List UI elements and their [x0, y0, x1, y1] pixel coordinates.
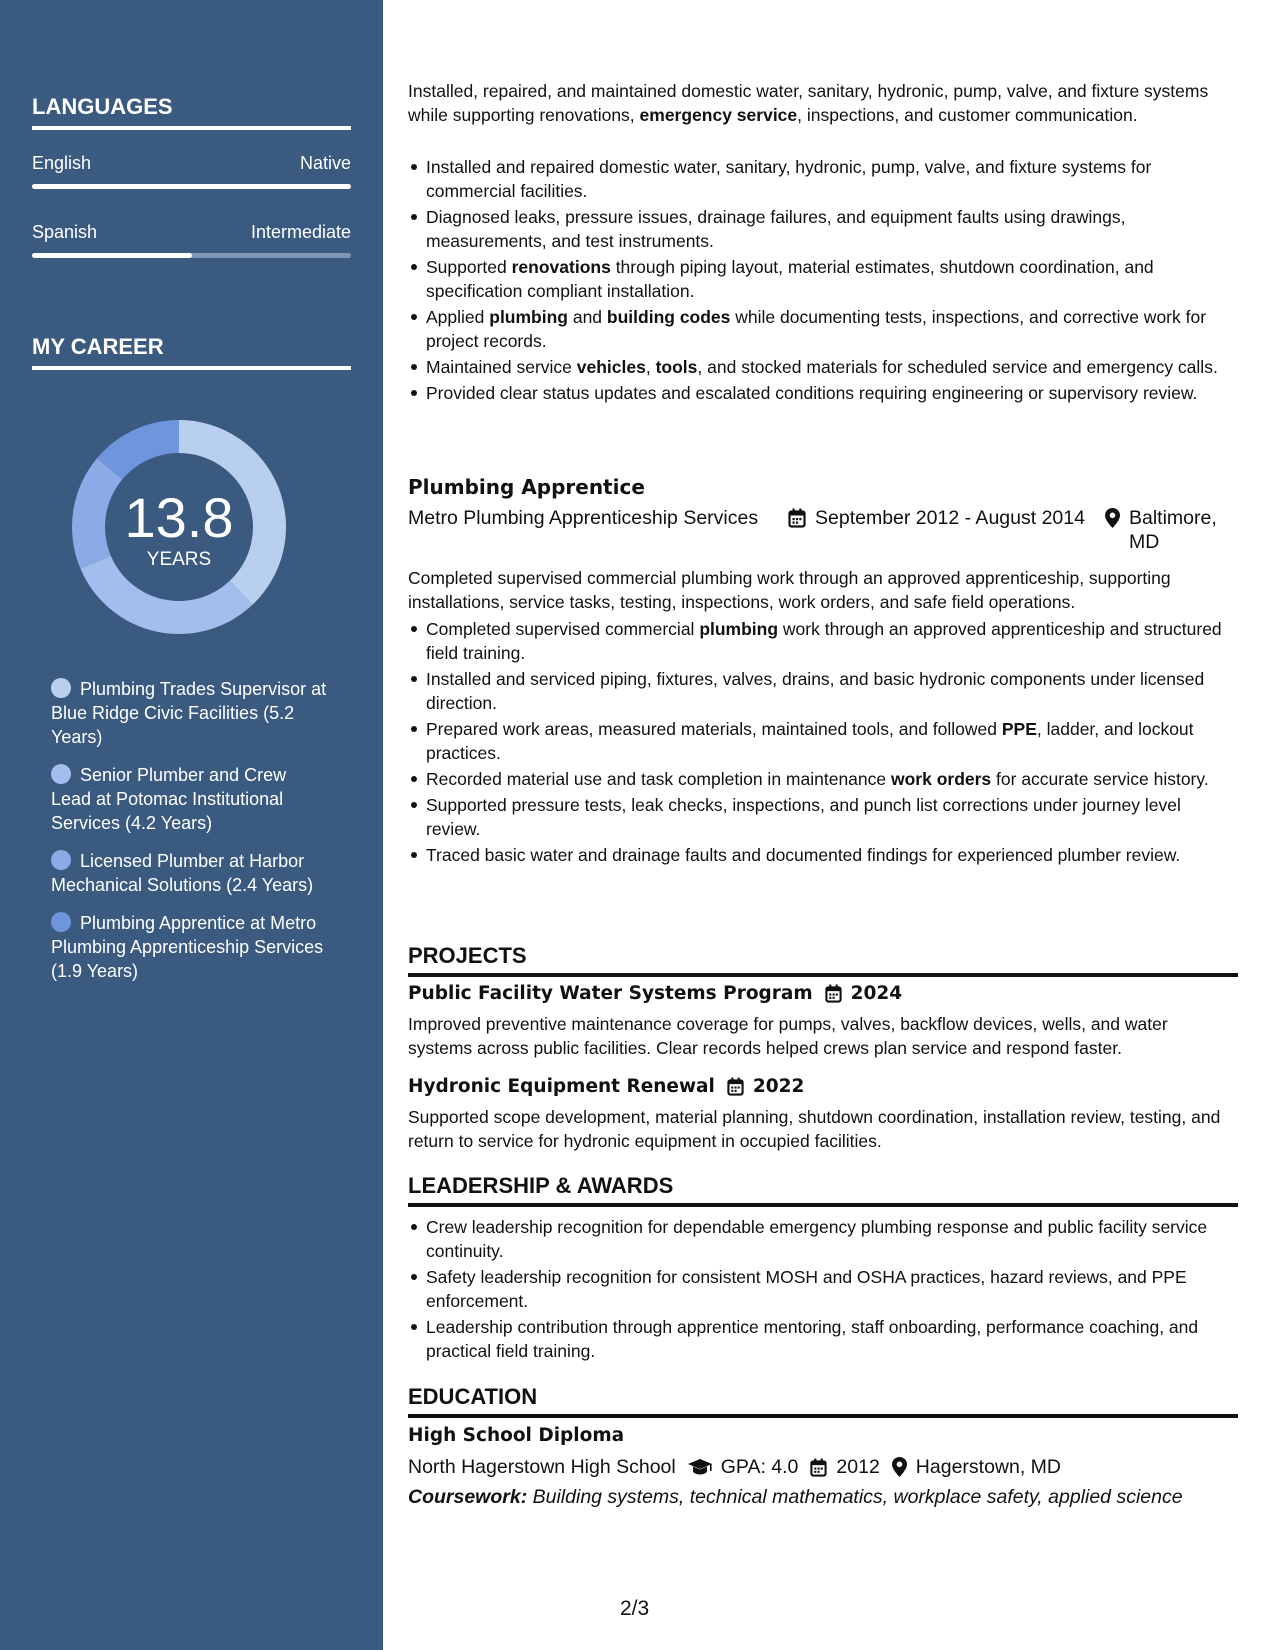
job-location: Baltimore, MD	[1105, 506, 1235, 554]
job-bullet: Completed supervised commercial plumbing work through an approved apprenticeship and structured field training.	[408, 617, 1238, 665]
graduation-year: 2012	[836, 1456, 880, 1478]
location-pin-icon	[1105, 508, 1120, 528]
calendar-icon	[727, 1077, 744, 1096]
job-bullets	[408, 615, 1238, 867]
job-summary: Installed, repaired, and maintained domestic water, sanitary, hydronic, pump, valve, and fixture systems while supporting renovations, emergency service, inspections, and customer communication.	[408, 81, 1209, 125]
career-total-years: 13.8	[124, 486, 234, 549]
gpa: GPA: 4.0	[720, 1456, 799, 1478]
job-bullet: Applied plumbing and building codes while documenting tests, inspections, and corrective work for project records.	[408, 305, 1238, 353]
leadership-list	[408, 1213, 1238, 1363]
project-description: Improved preventive maintenance coverage for pumps, valves, backflow devices, wells, and water systems across public facilities. Clear records helped crews plan service and respond faster.	[408, 1014, 1168, 1058]
career-legend-label: Plumbing Apprentice at Metro Plumbing Apprenticeship Services (1.9 Years)	[51, 913, 324, 981]
job-bullet: Installed and serviced piping, fixtures, valves, drains, and basic hydronic components under licensed direction.	[408, 667, 1238, 715]
project-title: Public Facility Water Systems Program 2024	[408, 983, 903, 1004]
language-bar-english	[32, 184, 351, 189]
language-bar-fill	[32, 184, 351, 189]
career-total-unit: YEARS	[146, 549, 212, 570]
job-meta	[408, 506, 1238, 554]
leadership-item: Leadership contribution through apprentice mentoring, staff onboarding, performance coaching, and practical field training.	[408, 1315, 1238, 1363]
career-legend-item	[51, 763, 331, 835]
job-bullet: Traced basic water and drainage faults and documented findings for experienced plumber review.	[408, 843, 1238, 867]
calendar-icon	[810, 1458, 827, 1477]
job-title: Plumbing Apprentice	[408, 475, 645, 499]
career-legend-label: Senior Plumber and Crew Lead at Potomac Institutional Services (4.2 Years)	[51, 765, 287, 833]
calendar-icon	[788, 508, 806, 528]
job-bullet: Provided clear status updates and escalated conditions requiring engineering or supervisory review.	[408, 381, 1238, 405]
language-bar-spanish	[32, 253, 351, 258]
school-name: North Hagerstown High School	[408, 1456, 676, 1478]
career-legend-item	[51, 849, 331, 897]
legend-dot	[51, 912, 71, 932]
coursework: Coursework: Building systems, technical mathematics, workplace safety, applied science	[408, 1486, 1183, 1508]
leadership-item: Safety leadership recognition for consistent MOSH and OSHA practices, hazard reviews, and PPE enforcement.	[408, 1265, 1238, 1313]
language-level: Native	[299, 153, 351, 173]
language-name: English	[32, 153, 92, 173]
career-heading: MY CAREER	[32, 334, 351, 370]
language-level: Intermediate	[250, 222, 351, 242]
job-bullet: Diagnosed leaks, pressure issues, drainage failures, and equipment faults using drawings, measurements, and test instruments.	[408, 205, 1238, 253]
job-bullet: Recorded material use and task completion in maintenance work orders for accurate service history.	[408, 767, 1238, 791]
job-company: Metro Plumbing Apprenticeship Services	[408, 507, 759, 529]
education-heading: EDUCATION	[408, 1384, 1238, 1418]
career-legend-label: Plumbing Trades Supervisor at Blue Ridge Civic Facilities (5.2 Years)	[51, 679, 327, 747]
job-dates: September 2012 - August 2014	[788, 506, 1105, 554]
sidebar	[0, 0, 383, 1650]
school-location: Hagerstown, MD	[915, 1456, 1062, 1478]
legend-dot	[51, 764, 71, 784]
job-bullets	[408, 153, 1238, 405]
language-row-english	[32, 153, 351, 174]
job-bullet: Prepared work areas, measured materials, maintained tools, and followed PPE, ladder, and lockout practices.	[408, 717, 1238, 765]
legend-dot	[51, 678, 71, 698]
languages-heading: LANGUAGES	[32, 94, 351, 130]
language-bar-fill	[32, 253, 192, 258]
job-bullet: Supported pressure tests, leak checks, inspections, and punch list corrections under journey level review.	[408, 793, 1238, 841]
language-row-spanish	[32, 222, 351, 243]
career-legend-label: Licensed Plumber at Harbor Mechanical Solutions (2.4 Years)	[51, 851, 314, 895]
graduation-cap-icon	[687, 1458, 713, 1476]
page-number: 2/3	[620, 1597, 650, 1620]
job-summary: Completed supervised commercial plumbing work through an approved apprenticeship, supporting installations, service tasks, testing, inspections, work orders, and safe field operations.	[408, 568, 1171, 612]
calendar-icon	[825, 984, 842, 1003]
job-bullet: Installed and repaired domestic water, sanitary, hydronic, pump, valve, and fixture systems for commercial facilities.	[408, 155, 1238, 203]
language-name: Spanish	[32, 222, 98, 242]
project-title: Hydronic Equipment Renewal 2022	[408, 1076, 805, 1097]
leadership-heading: LEADERSHIP & AWARDS	[408, 1173, 1238, 1207]
job-bullet: Maintained service vehicles, tools, and stocked materials for scheduled service and emergency calls.	[408, 355, 1238, 379]
location-pin-icon	[892, 1457, 907, 1477]
projects-heading: PROJECTS	[408, 943, 1238, 977]
legend-dot	[51, 850, 71, 870]
career-legend-item	[51, 911, 331, 983]
project-year: 2022	[752, 1076, 805, 1097]
leadership-item: Crew leadership recognition for dependable emergency plumbing response and public facility service continuity.	[408, 1215, 1238, 1263]
degree-title: High School Diploma	[408, 1425, 625, 1446]
career-legend-item	[51, 677, 331, 749]
project-description: Supported scope development, material planning, shutdown coordination, installation review, testing, and return to service for hydronic equipment in occupied facilities.	[408, 1107, 1221, 1151]
job-bullet: Supported renovations through piping layout, material estimates, shutdown coordination, and specification compliant installation.	[408, 255, 1238, 303]
project-year: 2024	[850, 983, 903, 1004]
education-meta	[408, 1455, 1061, 1479]
